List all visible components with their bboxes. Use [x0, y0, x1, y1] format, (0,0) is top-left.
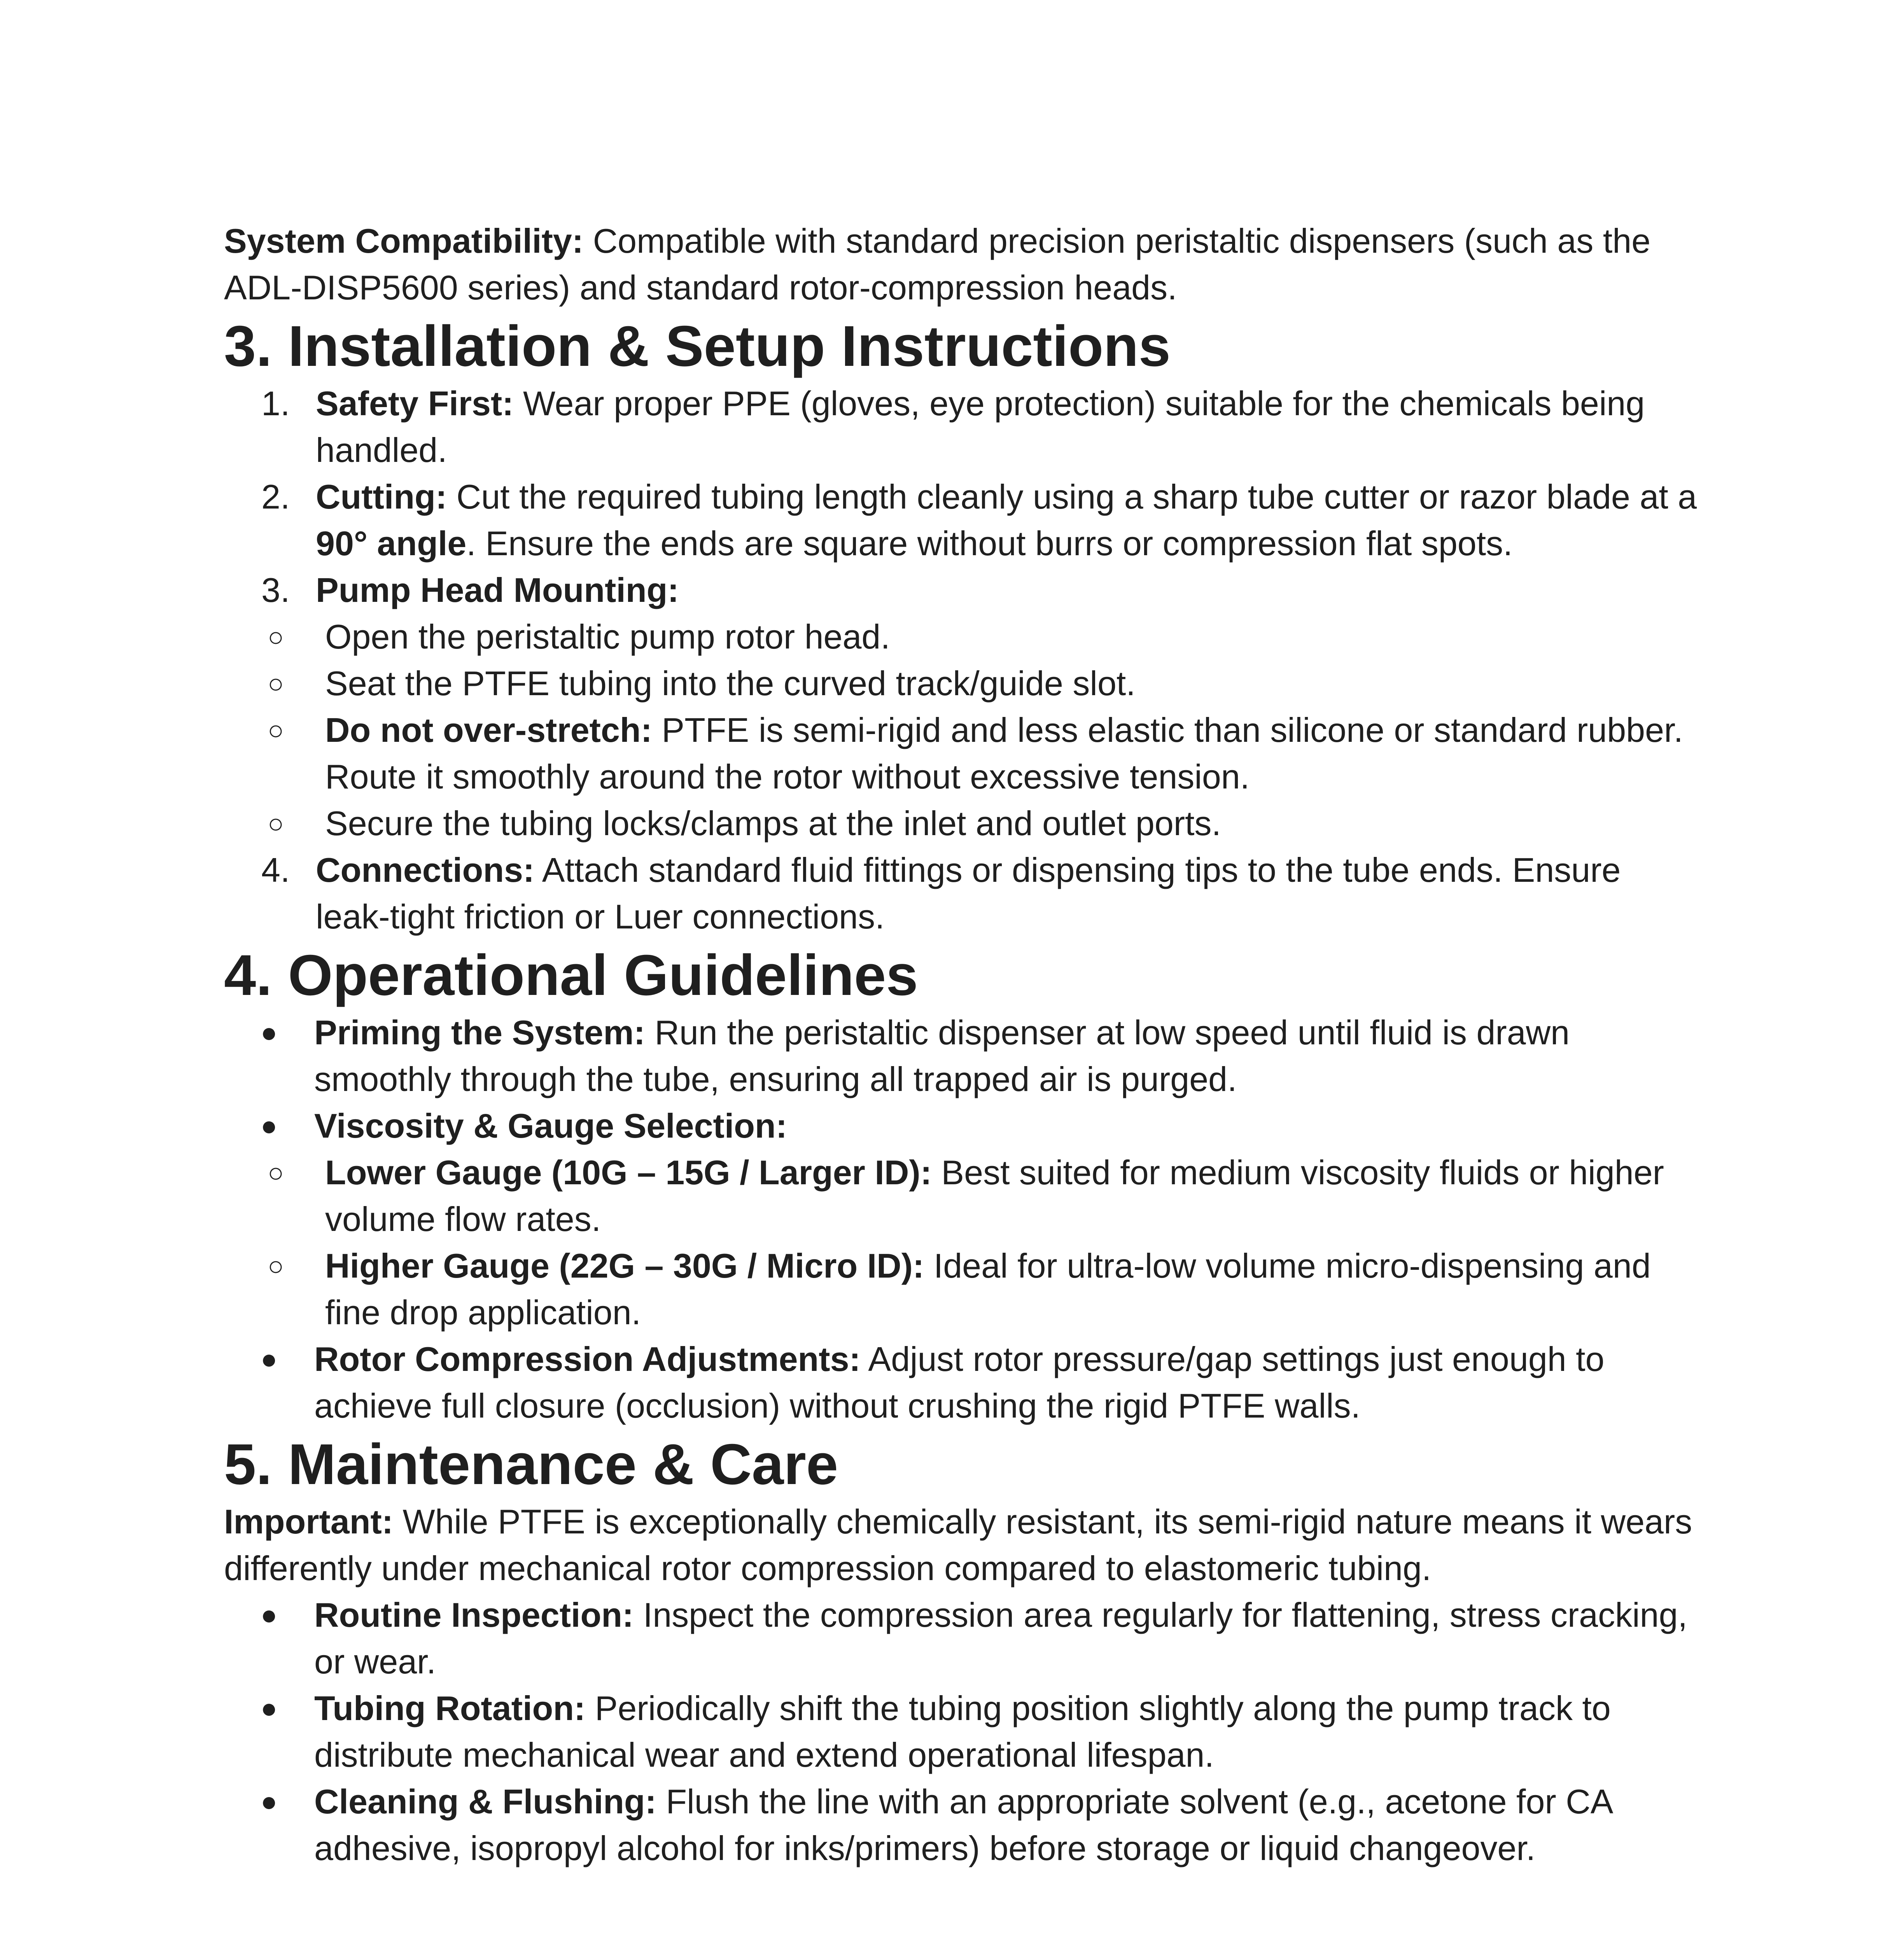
guideline-text: Adjust rotor pressure/gap settings just enough to achieve full closure (occlusion) without crushing the rigid PTFE walls. [314, 1340, 1605, 1425]
hollow-circle-bullet-icon: ○ [268, 1251, 284, 1281]
installation-steps-list [224, 380, 1702, 940]
substep-text: Secure the tubing locks/clamps at the inlet and outlet ports. [325, 804, 1221, 843]
maintenance-label: Tubing Rotation: [314, 1689, 586, 1727]
guideline-text: Best suited for medium viscosity fluids or higher volume flow rates. [325, 1153, 1664, 1238]
step-pump-head-mounting [224, 567, 1702, 614]
hollow-circle-bullet-icon: ○ [268, 668, 284, 699]
maintenance-text: Inspect the compression area regularly for flattening, stress cracking, or wear. [314, 1596, 1688, 1681]
step-label: Pump Head Mounting: [316, 571, 679, 609]
step-cutting [224, 474, 1702, 567]
substep-label: Do not over-stretch: [325, 711, 652, 749]
guideline-viscosity-gauge [224, 1103, 1702, 1149]
guideline-label: Lower Gauge (10G – 15G / Larger ID): [325, 1153, 932, 1192]
important-note-paragraph [224, 1498, 1702, 1592]
maintenance-text: Flush the line with an appropriate solvent (e.g., acetone for CA adhesive, isopropyl alcohol for inks/primers) before storage or liquid changeover. [314, 1782, 1612, 1867]
step-label: Cutting: [316, 477, 447, 516]
section-3-heading: 3. Installation & Setup Instructions [224, 314, 1171, 378]
step-text: Wear proper PPE (gloves, eye protection) suitable for the chemicals being handled. [316, 384, 1645, 469]
guideline-lower-gauge [224, 1149, 1702, 1243]
system-compatibility-paragraph [224, 218, 1702, 311]
filled-circle-bullet-icon: ● [261, 1017, 278, 1048]
guideline-label: Viscosity & Gauge Selection: [314, 1107, 788, 1145]
system-compatibility-text: Compatible with standard precision peristaltic dispensers (such as the ADL-DISP5600 series) and standard rotor-compression heads. [224, 222, 1651, 307]
filled-circle-bullet-icon: ● [261, 1786, 278, 1817]
operational-guidelines-list [224, 1009, 1702, 1429]
substep-open-rotor-head [224, 614, 1702, 660]
guideline-priming [224, 1009, 1702, 1103]
maintenance-tubing-rotation [224, 1685, 1702, 1778]
step-connections [224, 847, 1702, 940]
step-text: . Ensure the ends are square without burrs or compression flat spots. [466, 524, 1513, 563]
substep-text: Seat the PTFE tubing into the curved track/guide slot. [325, 664, 1136, 703]
maintenance-label: Cleaning & Flushing: [314, 1782, 656, 1821]
filled-circle-bullet-icon: ● [261, 1110, 278, 1142]
hollow-circle-bullet-icon: ○ [268, 622, 284, 652]
hollow-circle-bullet-icon: ○ [268, 715, 284, 745]
hollow-circle-bullet-icon: ○ [268, 1157, 284, 1188]
maintenance-cleaning-flushing [224, 1778, 1702, 1872]
system-compatibility-label: System Compatibility: [224, 222, 584, 260]
guideline-label: Higher Gauge (22G – 30G / Micro ID): [325, 1246, 924, 1285]
maintenance-list [224, 1592, 1702, 1872]
important-note-label: Important: [224, 1502, 394, 1541]
maintenance-label: Routine Inspection: [314, 1596, 634, 1634]
guideline-label: Priming the System: [314, 1013, 645, 1052]
important-note-text: While PTFE is exceptionally chemically resistant, its semi-rigid nature means it wears differently under mechanical rotor compression compared to elastomeric tubing. [224, 1502, 1692, 1587]
step-number: 3. [261, 571, 290, 609]
step-text: Attach standard fluid fittings or dispensing tips to the tube ends. Ensure leak-tight friction or Luer connections. [316, 851, 1621, 936]
hollow-circle-bullet-icon: ○ [268, 808, 284, 839]
substep-seat-tubing [224, 660, 1702, 707]
substep-secure-locks [224, 800, 1702, 847]
filled-circle-bullet-icon: ● [261, 1344, 278, 1375]
step-text: Cut the required tubing length cleanly using a sharp tube cutter or razor blade at a [447, 477, 1697, 516]
guideline-text: Ideal for ultra-low volume micro-dispensing and fine drop application. [325, 1246, 1651, 1332]
step-label: Safety First: [316, 384, 514, 423]
step-number: 2. [261, 477, 290, 516]
filled-circle-bullet-icon: ● [261, 1693, 278, 1724]
step-safety-first [224, 380, 1702, 474]
angle-emphasis: 90° angle [316, 524, 467, 563]
guideline-higher-gauge [224, 1243, 1702, 1336]
section-5-heading: 5. Maintenance & Care [224, 1432, 838, 1496]
guideline-label: Rotor Compression Adjustments: [314, 1340, 861, 1378]
guideline-rotor-compression [224, 1336, 1702, 1429]
substep-do-not-over-stretch [224, 707, 1702, 800]
step-number: 4. [261, 851, 290, 889]
maintenance-routine-inspection [224, 1592, 1702, 1685]
step-number: 1. [261, 384, 290, 423]
filled-circle-bullet-icon: ● [261, 1600, 278, 1631]
substep-text: Open the peristaltic pump rotor head. [325, 617, 890, 656]
substep-text: PTFE is semi-rigid and less elastic than silicone or standard rubber. Route it smoothly around the rotor without excessive tension. [325, 711, 1683, 796]
step-label: Connections: [316, 851, 535, 889]
document-page [224, 218, 1702, 1872]
guideline-text: Run the peristaltic dispenser at low speed until fluid is drawn smoothly through the tube, ensuring all trapped air is purged. [314, 1013, 1570, 1098]
maintenance-text: Periodically shift the tubing position slightly along the pump track to distribute mechanical wear and extend operational lifespan. [314, 1689, 1611, 1774]
section-4-heading: 4. Operational Guidelines [224, 943, 918, 1007]
